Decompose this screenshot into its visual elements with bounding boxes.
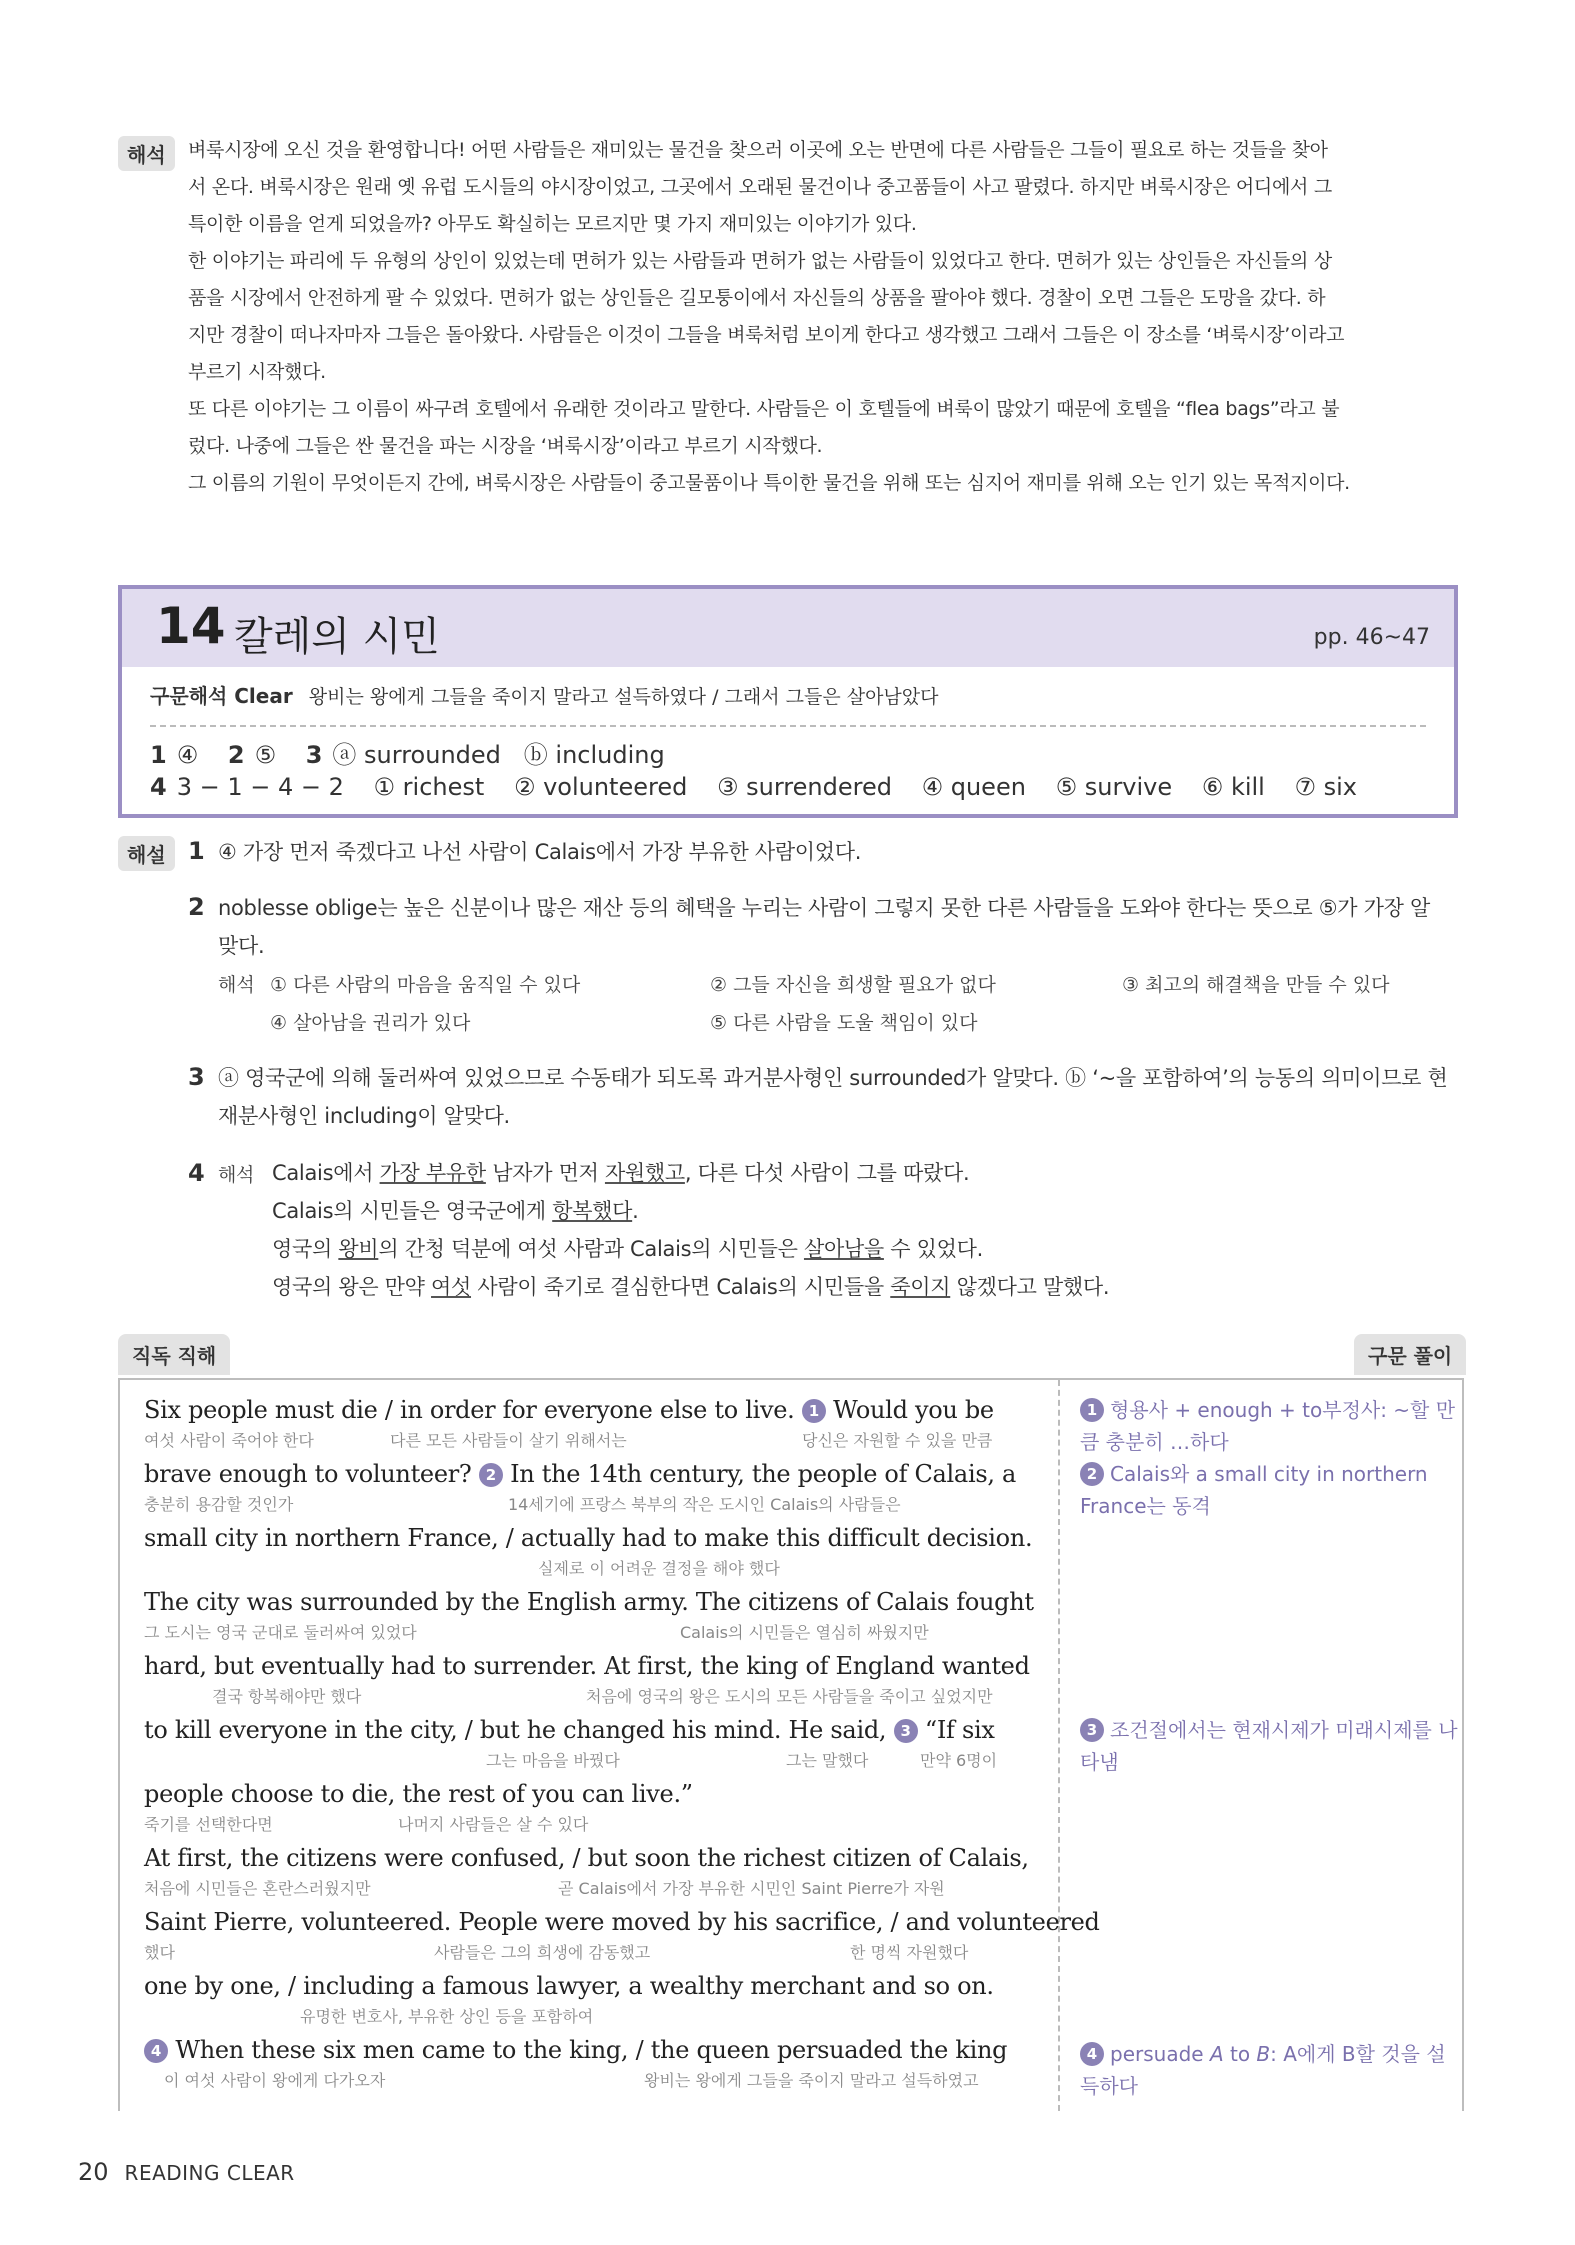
direct-reading-tag: 직독 직해 [118,1334,230,1375]
note-text: 형용사 + enough + to부정사: ~할 만큼 충분히 …하다 [1080,1398,1456,1454]
translation-line: 지만 경찰이 떠나자마자 그들은 돌아왔다. 사람들은 이것이 그들을 벼룩처럼 보이게 한다고 생각했고 그래서 그들은 이 장소를 ‘벼룩시장’이라고 [188,324,1345,346]
answer-blank: ⑤ survive [1055,773,1173,801]
reading-sentence: hard, but eventually had to surrender. At first, the king of England wanted [144,1652,1030,1680]
unit-title: 칼레의 시민 [234,614,440,660]
dashed-divider [150,725,1426,727]
answer-blank: ⑥ kill [1201,773,1265,801]
explanation-q4 [188,1154,1468,1299]
text: , 다른 다섯 사람이 그를 따랐다. [684,1161,970,1185]
text: 영국의 왕은 만약 [272,1275,432,1299]
option-4: ④ 살아남을 권리가 있다 [270,1012,471,1034]
unit-answer-box [118,585,1458,818]
option-1: ① 다른 사람의 마음을 움직일 수 있다 [270,974,581,996]
q2-options [218,970,1478,1050]
text: 않겠다고 말했다. [950,1275,1110,1299]
reading-sentence: one by one, / including a famous lawyer, a wealthy merchant and so on. [144,1972,994,2000]
reading-sentence: At first, the citizens were confused, / but soon the richest citizen of Calais, [144,1844,1029,1872]
underlined-answer: 살아남을 [803,1237,884,1261]
explanation-text: 재분사형인 including이 알맞다. [218,1104,510,1128]
reading-sentence: Six people must die / in order for everyone else to live. 1 Would you be [144,1396,994,1424]
reading-gloss: 사람들은 그의 희생에 감동했고 [434,1943,651,1962]
option-5: ⑤ 다른 사람을 도울 책임이 있다 [710,1012,978,1034]
question-number: 1 [188,837,205,865]
text: persuade [1110,2042,1210,2066]
reading-sentence: to kill everyone in the city, / but he changed his mind. He said, 3 “If six [144,1716,995,1744]
reading-gloss: 충분히 용감할 것인가 [144,1495,294,1514]
translation-line: 품을 시장에서 안전하게 팔 수 있었다. 면허가 없는 상인들은 길모퉁이에서 자신들의 상품을 팔아야 했다. 경찰이 오면 그들은 도망을 갔다. 하 [188,287,1326,309]
reading-gloss: 유명한 변호사, 부유한 상인 등을 포함하여 [300,2007,594,2026]
q4-line-3 [272,1230,983,1268]
note-number-icon: 4 [1080,2042,1104,2066]
answer-value: ④ [176,741,199,769]
text: A [1209,2042,1224,2066]
syntax-note-4 [1080,2038,1460,2102]
underlined-answer: 항복했다 [552,1199,633,1223]
book-title: READING CLEAR [124,2161,295,2185]
answer-number: 4 [150,773,167,801]
translation-line: 특이한 이름을 얻게 되었을까? 아무도 확실히는 모르지만 몇 가지 재미있는 이야기가 있다. [188,213,917,235]
explanation-tag: 해설 [118,836,175,871]
translation-line: 또 다른 이야기는 그 이름이 싸구려 호텔에서 유래한 것이라고 말한다. 사람들은 이 호텔들에 벼룩이 많았기 때문에 호텔을 “flea bags”라고 불 [188,398,1340,420]
underlined-answer: 여섯 [431,1275,472,1299]
reading-gloss: 왕비는 왕에게 그들을 죽이지 말라고 설득하였고 [644,2071,979,2090]
text: 사람이 죽기로 결심한다면 Calais의 시민들을 [471,1275,891,1299]
q4-label: 해석 [218,1164,255,1186]
reading-gloss: Calais의 시민들은 열심히 싸웠지만 [680,1623,929,1642]
column-divider [1058,1380,1060,2111]
translation-tag: 해석 [118,136,175,171]
explanation-text: ⓐ 영국군에 의해 둘러싸여 있었으므로 수동태가 되도록 과거분사형인 surrounded가 알맞다. ⓑ ‘~을 포함하여’의 능동의 의미이므로 현 [218,1066,1448,1090]
question-number: 2 [188,893,205,921]
reading-sentence: small city in northern France, / actually had to make this difficult decision. [144,1524,1033,1552]
text: . [632,1199,639,1223]
q4-line-4 [272,1268,1109,1306]
reading-gloss: 나머지 사람들은 살 수 있다 [398,1815,589,1834]
reading-gloss: 당신은 자원할 수 있을 만큼 [802,1431,993,1450]
reading-gloss: 여섯 사람이 죽어야 한다 [144,1431,314,1450]
reading-gloss: 했다 [144,1943,175,1962]
answers-row-2 [150,773,1379,801]
answer-number: 1 [150,741,167,769]
syntax-note-1 [1080,1394,1460,1458]
translation-line: 그 이름의 기원이 무엇이든지 간에, 벼룩시장은 사람들이 중고물품이나 특이한 물건을 위해 또는 심지어 재미를 위해 오는 인기 있는 목적지이다. [188,472,1350,494]
translation-line: 렀다. 나중에 그들은 싼 물건을 파는 시장을 ‘벼룩시장’이라고 부르기 시작했다. [188,435,823,457]
page-footer [78,2158,295,2186]
reading-gloss: 처음에 영국의 왕은 도시의 모든 사람들을 죽이고 싶었지만 [586,1687,993,1706]
underlined-answer: 왕비 [338,1237,379,1261]
sentence-number-icon: 1 [802,1399,826,1423]
reading-gloss: 그는 마음을 바꿨다 [486,1751,620,1770]
reading-sentence: The city was surrounded by the English army. The citizens of Calais fought [144,1588,1034,1616]
note-number-icon: 3 [1080,1718,1104,1742]
syntax-clear [150,680,938,709]
unit-number: 14 [156,597,226,655]
question-number: 4 [188,1159,205,1187]
text: Calais에서 [272,1161,380,1185]
explanation-text: noblesse oblige는 높은 신분이나 많은 재산 등의 혜택을 누리는 사람이 그렇지 못한 다른 사람들을 도와야 한다는 뜻으로 ⑤가 가장 알 [218,896,1430,920]
text: 의 간청 덕분에 여섯 사람과 Calais의 시민들은 [378,1237,804,1261]
unit-header [122,589,1454,667]
reading-gloss: 한 명씩 자원했다 [850,1943,969,1962]
note-number-icon: 2 [1080,1462,1104,1486]
answer-number: 3 [305,741,323,769]
text: 수 있었다. [883,1237,983,1261]
syntax-clear-label: 구문해석 Clear [150,684,293,708]
reading-sentence: Saint Pierre, volunteered. People were moved by his sacrifice, / and volunteered [144,1908,1100,1936]
reading-gloss: 그 도시는 영국 군대로 둘러싸여 있었다 [144,1623,417,1642]
underlined-answer: 가장 부유한 [379,1161,486,1185]
reading-gloss: 곧 Calais에서 가장 부유한 시민인 Saint Pierre가 자원 [558,1879,945,1898]
syntax-note-3 [1080,1714,1460,1778]
reading-gloss: 죽기를 선택한다면 [144,1815,273,1834]
text: to [1223,2042,1257,2066]
underlined-answer: 자원했고 [604,1161,685,1185]
answer-value: ⑤ [254,741,277,769]
reading-sentence: 4 When these six men came to the king, / the queen persuaded the king [144,2036,1007,2064]
reading-gloss: 다른 모든 사람들이 살기 위해서는 [390,1431,627,1450]
translation-line: 서 온다. 벼룩시장은 원래 옛 유럽 도시들의 야시장이었고, 그곳에서 오래된 물건이나 중고품들이 사고 팔렸다. 하지만 벼룩시장은 어디에서 그 [188,176,1332,198]
explanation-q2 [188,888,1468,965]
underlined-answer: 죽이지 [890,1275,951,1299]
answer-number: 2 [227,741,245,769]
option-3: ③ 최고의 해결책을 만들 수 있다 [1122,974,1390,996]
note-text [1080,2042,1446,2098]
note-text: 조건절에서는 현재시제가 미래시제를 나타냄 [1080,1718,1458,1774]
sentence-number-icon: 2 [479,1463,503,1487]
q4-line-1 [272,1154,969,1192]
translation-line: 부르기 시작했다. [188,361,326,383]
unit-pages: pp. 46~47 [1313,625,1430,650]
reading-gloss: 이 여섯 사람이 왕에게 다가오자 [164,2071,386,2090]
text: 남자가 먼저 [485,1161,605,1185]
reading-sentence: brave enough to volunteer? 2 In the 14th century, the people of Calais, a [144,1460,1016,1488]
sentence-number-icon: 3 [894,1719,918,1743]
reading-gloss: 14세기에 프랑스 북부의 작은 도시인 Calais의 사람들은 [508,1495,901,1514]
syntax-notes-tag: 구문 풀이 [1354,1334,1466,1375]
sentence-number-icon: 4 [144,2039,168,2063]
reading-gloss: 처음에 시민들은 혼란스러웠지만 [144,1879,371,1898]
text: : A에게 B할 것을 설득하다 [1080,2042,1446,2098]
page-number: 20 [78,2158,109,2186]
option-2: ② 그들 자신을 희생할 필요가 없다 [710,974,996,996]
reading-gloss: 실제로 이 어려운 결정을 해야 했다 [538,1559,780,1578]
explanation-text: ④ 가장 먼저 죽겠다고 나선 사람이 Calais에서 가장 부유한 사람이었다. [218,840,862,864]
text: 영국의 [272,1237,339,1261]
explanation-q1 [188,832,1468,871]
question-number: 3 [188,1063,205,1091]
answer-blank: ④ queen [921,773,1026,801]
text: Calais의 시민들은 영국군에게 [272,1199,553,1223]
syntax-clear-text: 왕비는 왕에게 그들을 죽이지 말라고 설득하였다 / 그래서 그들은 살아남았다 [308,686,939,708]
translation-line: 한 이야기는 파리에 두 유형의 상인이 있었는데 면허가 있는 사람들과 면허가 없는 사람들이 있었다고 한다. 면허가 있는 상인들은 자신들의 상 [188,250,1332,272]
translation-line: 벼룩시장에 오신 것을 환영합니다! 어떤 사람들은 재미있는 물건을 찾으러 이곳에 오는 반면에 다른 사람들은 그들이 필요로 하는 것들을 찾아 [188,139,1328,161]
answer-blank: ③ surrendered [716,773,892,801]
reading-gloss: 만약 6명이 [920,1751,998,1770]
text: B [1256,2042,1271,2066]
answer-order: 3 − 1 − 4 − 2 [176,773,344,801]
note-number-icon: 1 [1080,1398,1104,1422]
syntax-note-2 [1080,1458,1460,1522]
answer-blank: ⑦ six [1294,773,1358,801]
reading-box [118,1378,1464,2111]
explanation-text: 맞다. [218,934,265,958]
translation-text [188,132,1468,502]
options-label: 해석 [218,974,255,996]
answers-row-1 [150,735,687,770]
q4-line-2 [272,1192,639,1230]
explanation-q3 [188,1058,1468,1135]
reading-gloss: 결국 항복해야만 했다 [212,1687,362,1706]
reading-sentence: people choose to die, the rest of you can live.” [144,1780,693,1808]
note-text: Calais와 a small city in northern France는 동격 [1080,1462,1428,1518]
answer-blank: ② volunteered [513,773,688,801]
reading-gloss: 그는 말했다 [786,1751,869,1770]
answer-value: ⓐ surrounded ⓑ including [332,741,665,769]
answer-blank: ① richest [373,773,485,801]
